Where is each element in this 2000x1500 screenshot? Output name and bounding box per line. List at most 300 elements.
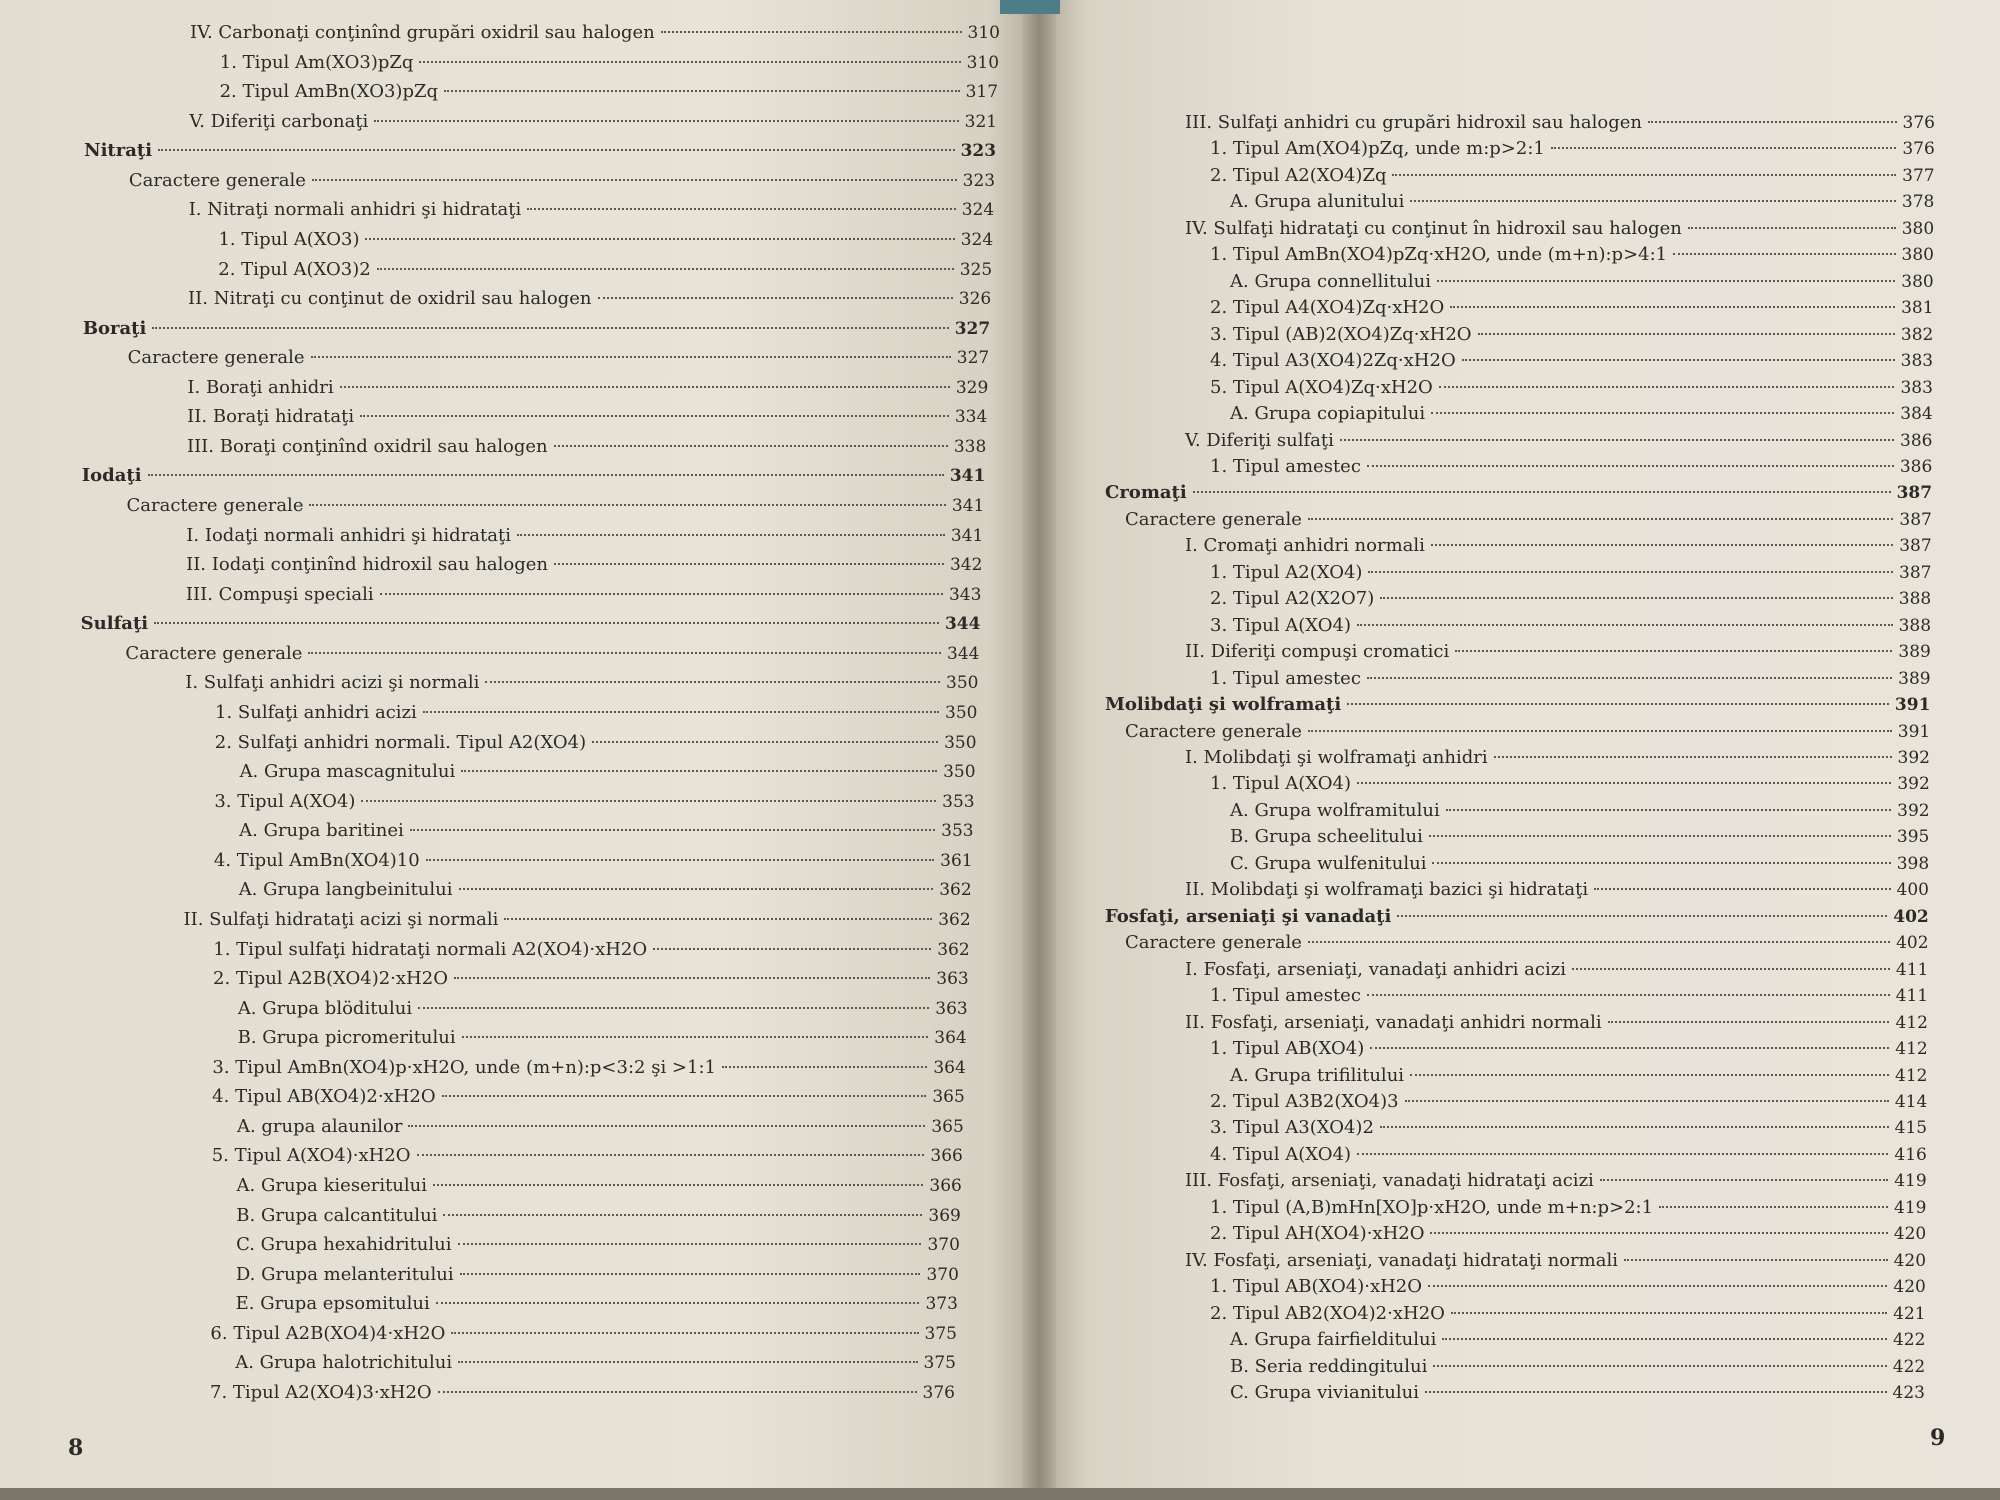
dot-leader: [311, 356, 951, 358]
toc-entry-label: 1. Tipul AB(XO4): [1210, 1038, 1365, 1060]
dot-leader: [365, 238, 954, 240]
dot-leader: [722, 1066, 927, 1068]
toc-entry-page: 422: [1892, 1330, 1926, 1351]
toc-entry: [187, 434, 986, 460]
dot-leader: [1608, 1021, 1890, 1023]
cover-edge: [1000, 0, 1060, 14]
toc-entry-label: III. Fosfaţi, arseniaţi, vanadaţi hidrataţi acizi: [1185, 1170, 1594, 1192]
toc-entry: [186, 582, 982, 608]
toc-entry-page: 420: [1893, 1224, 1927, 1245]
toc-entry-label: 2. Tipul A(XO3)2: [218, 258, 371, 280]
toc-entry: [1210, 560, 1931, 586]
toc-entry: [214, 848, 973, 874]
toc-entry: [1125, 930, 1929, 956]
toc-entry-page: 389: [1898, 642, 1931, 663]
toc-entry-page: 419: [1894, 1171, 1927, 1192]
toc-entry-label: A. Grupa fairfielditului: [1230, 1329, 1437, 1351]
toc-entry-page: 386: [1899, 456, 1933, 477]
toc-entry-page: 365: [932, 1087, 965, 1108]
toc-entry-label: I. Molibdaţi şi wolframaţi anhidri: [1185, 747, 1488, 768]
right-page: [1050, 0, 2000, 1490]
toc-entry: [213, 937, 969, 963]
toc-entry: [215, 730, 977, 756]
toc-entry-page: 370: [927, 1235, 960, 1256]
toc-entry-label: 1. Tipul amestec: [1210, 985, 1361, 1007]
toc-entry: [188, 286, 991, 312]
dot-leader: [1572, 968, 1890, 970]
toc-entry: [1210, 454, 1932, 480]
dot-leader: [1446, 809, 1891, 811]
toc-entry-page: 341: [950, 525, 984, 546]
toc-entry: [220, 79, 998, 105]
toc-entry-label: III. Sulfaţi anhidri cu grupări hidroxil sau halogen: [1185, 112, 1642, 133]
toc-entry-page: 344: [944, 614, 981, 635]
toc-entry: [1185, 1248, 1926, 1274]
toc-entry-page: 400: [1896, 880, 1929, 901]
toc-entry-page: 414: [1894, 1091, 1928, 1112]
dot-leader: [1410, 1074, 1889, 1076]
toc-entry-page: 376: [1902, 139, 1935, 160]
toc-entry-page: 362: [939, 880, 972, 901]
dot-leader: [1308, 518, 1893, 520]
dot-leader: [309, 504, 945, 506]
toc-entry-label: 2. Tipul A4(XO4)Zq·xH2O: [1210, 297, 1445, 319]
toc-entry-label: 1. Tipul AmBn(XO4)pZq·xH2O, unde (m+n):p>4:1: [1210, 244, 1668, 266]
toc-entry-page: 415: [1894, 1118, 1928, 1139]
toc-entry-page: 388: [1898, 589, 1932, 610]
toc-entry: [186, 523, 983, 549]
toc-entry-label: 3. Tipul (AB)2(XO4)Zq·xH2O: [1210, 323, 1472, 345]
dot-leader: [1431, 544, 1893, 546]
toc-entry-page: 365: [931, 1116, 964, 1137]
toc-entry-label: 2. Tipul A2(X2O7): [1210, 588, 1375, 610]
dot-leader: [661, 31, 962, 33]
toc-entry: [1185, 1168, 1927, 1194]
toc-entry-page: 324: [960, 229, 994, 250]
toc-entry-label: II. Molibdaţi şi wolframaţi bazici şi hidrataţi: [1185, 879, 1589, 901]
toc-entry-label: 1. Tipul Am(XO3)pZq: [219, 51, 414, 73]
toc-entry-label: A. Grupa trifilitului: [1230, 1064, 1405, 1086]
dot-leader: [340, 386, 950, 388]
dot-leader: [460, 1273, 921, 1275]
toc-entry-label: C. Grupa hexahidritului: [236, 1234, 452, 1256]
toc-entry: [189, 197, 994, 223]
toc-entry-label: 3. Tipul AmBn(XO4)p·xH2O, unde (m+n):p<3:2 şi >1:1: [212, 1056, 716, 1078]
toc-entry-page: 341: [951, 496, 985, 517]
toc-entry-label: III. Boraţi conţinînd oxidril sau halogen: [186, 435, 548, 457]
dot-leader: [1478, 333, 1895, 335]
toc-entry-page: 310: [966, 52, 1000, 73]
dot-leader: [438, 1391, 917, 1393]
toc-entry: [1125, 507, 1932, 533]
dot-leader: [148, 474, 944, 476]
toc-entry: [1210, 1274, 1926, 1300]
toc-entry-label: 3. Tipul A3(XO4)2: [1210, 1117, 1374, 1139]
toc-entry-label: II. Nitraţi cu conţinut de oxidril sau halogen: [188, 288, 592, 310]
toc-entry: [1230, 798, 1930, 824]
toc-entry-page: 378: [1901, 192, 1935, 213]
toc-entry-label: 1. Tipul Am(XO4)pZq, unde m:p>2:1: [1210, 138, 1545, 160]
toc-entry: [1210, 348, 1933, 374]
dot-leader: [592, 741, 938, 743]
dot-leader: [152, 327, 948, 329]
toc-entry: [1210, 163, 1935, 189]
dot-leader: [458, 1361, 917, 1363]
toc-entry-label: Nitraţi: [84, 140, 153, 162]
toc-entry-page: 376: [1902, 113, 1935, 133]
toc-entry: [187, 375, 988, 401]
toc-entry: [212, 1143, 963, 1169]
toc-entry: [218, 227, 993, 253]
toc-entry-page: 353: [942, 791, 975, 812]
toc-entry-label: Caractere generale: [127, 347, 305, 369]
toc-entry-page: 411: [1895, 959, 1929, 980]
toc-entry-page: 338: [953, 436, 987, 457]
toc-entry-label: 2. Tipul A2(XO4)Zq: [1210, 164, 1387, 186]
toc-entry-label: B. Grupa scheelitului: [1230, 826, 1423, 848]
toc-entry: [1210, 666, 1931, 692]
dot-leader: [1437, 280, 1895, 282]
dot-leader: [1450, 306, 1895, 308]
dot-leader: [154, 622, 939, 624]
toc-entry-page: 323: [962, 170, 996, 191]
dot-leader: [417, 1154, 925, 1156]
toc-entry-page: 384: [1900, 404, 1933, 425]
toc-entry: [81, 611, 981, 637]
dot-leader: [554, 445, 948, 447]
toc-entry-label: IV. Fosfaţi, arseniaţi, vanadaţi hidrataţi normali: [1185, 1249, 1618, 1271]
toc-entry: [183, 907, 970, 933]
toc-entry-label: Boraţi: [82, 317, 147, 339]
toc-entry-page: 370: [926, 1264, 959, 1285]
toc-entry: [1185, 216, 1934, 242]
toc-entry-page: 380: [1901, 271, 1934, 292]
dot-leader: [308, 652, 941, 654]
dot-leader: [443, 1214, 922, 1216]
toc-entry-page: 362: [938, 909, 971, 930]
toc-entry: [187, 404, 987, 430]
dot-leader: [1368, 571, 1893, 573]
dot-leader: [1308, 941, 1890, 943]
toc-entry: [1125, 719, 1930, 745]
toc-entry-label: 4. Tipul A3(XO4)2Zq·xH2O: [1210, 350, 1456, 372]
toc-entry: [213, 966, 969, 992]
dot-leader: [1594, 888, 1890, 890]
toc-entry-page: 376: [922, 1383, 955, 1403]
toc-entry-label: C. Grupa vivianitului: [1230, 1382, 1419, 1403]
toc-entry-page: 392: [1897, 800, 1930, 821]
toc-entry: [82, 463, 986, 489]
toc-entry-page: 363: [936, 969, 969, 990]
toc-entry-label: 3. Tipul A(XO4): [1210, 614, 1352, 636]
dot-leader: [1347, 703, 1889, 705]
dot-leader: [1455, 650, 1892, 652]
dot-leader: [158, 149, 955, 151]
toc-entry-page: 344: [947, 643, 980, 664]
toc-entry: [212, 1084, 965, 1110]
toc-entry-page: 402: [1896, 933, 1929, 954]
dot-leader: [1405, 1100, 1889, 1102]
toc-entry-page: 412: [1895, 1012, 1928, 1033]
toc-entry: [1210, 1142, 1927, 1168]
dot-leader: [1624, 1259, 1888, 1261]
toc-entry: [1105, 480, 1932, 506]
toc-entry: [1210, 1301, 1926, 1327]
toc-entry: [1210, 1115, 1927, 1141]
dot-leader: [1551, 147, 1896, 149]
toc-entry-page: 380: [1901, 218, 1935, 239]
toc-entry: [1210, 242, 1934, 268]
toc-entry-page: 420: [1893, 1250, 1927, 1271]
toc-entry: [1210, 983, 1928, 1009]
toc-entry-label: D. Grupa melanteritului: [235, 1263, 454, 1285]
toc-entry-label: 5. Tipul A(XO4)Zq·xH2O: [1210, 376, 1433, 398]
toc-entry-page: 422: [1892, 1356, 1926, 1377]
toc-entry: [1210, 771, 1930, 797]
toc-entry-page: 389: [1898, 668, 1931, 689]
toc-entry-label: Sulfaţi: [80, 613, 149, 635]
dot-leader: [1193, 491, 1891, 493]
toc-entry-label: Caractere generale: [125, 642, 303, 664]
toc-entry-page: 387: [1899, 509, 1932, 530]
toc-entry-label: A. grupa alaunilor: [236, 1115, 403, 1137]
toc-entry-label: I. Nitraţi normali anhidri şi hidrataţi: [188, 199, 522, 221]
toc-entry-page: 366: [930, 1146, 963, 1167]
toc-entry-label: 1. Tipul amestec: [1210, 455, 1361, 477]
toc-entry-label: B. Grupa picromeritului: [237, 1027, 456, 1049]
dot-leader: [1688, 227, 1896, 229]
toc-entry: [185, 670, 978, 696]
toc-entry-label: 1. Tipul A(XO3): [218, 228, 360, 250]
toc-entry: [215, 700, 978, 726]
toc-entry-label: II. Sulfaţi hidrataţi acizi şi normali: [183, 908, 499, 930]
dot-leader: [1600, 1179, 1888, 1181]
toc-entry-page: 423: [1892, 1383, 1925, 1403]
toc-entry-page: 420: [1893, 1277, 1926, 1298]
toc-entry-label: Caractere generale: [1125, 932, 1302, 954]
toc-entry-page: 391: [1894, 695, 1931, 716]
toc-entry-label: 2. Sulfaţi anhidri normali. Tipul A2(XO4): [214, 731, 587, 753]
dot-leader: [1431, 412, 1894, 414]
toc-entry-label: A. Grupa connellitului: [1230, 270, 1431, 292]
dot-leader: [426, 859, 934, 861]
toc-entry-page: 350: [944, 732, 977, 753]
toc-entry: [239, 877, 972, 903]
toc-entry-label: I. Sulfaţi anhidri acizi şi normali: [185, 672, 480, 694]
dot-leader: [1451, 1312, 1887, 1314]
toc-entry-page: 375: [924, 1323, 957, 1344]
toc-entry: [128, 345, 990, 371]
dot-leader: [527, 208, 955, 210]
dot-leader: [361, 800, 936, 802]
dot-leader: [1392, 174, 1896, 176]
toc-entry: [1210, 136, 1935, 162]
dot-leader: [442, 1095, 927, 1097]
toc-entry: [1185, 877, 1929, 903]
toc-entry-label: 1. Tipul A(XO4): [1210, 773, 1352, 795]
toc-entry-page: 341: [949, 466, 986, 487]
toc-entry: [214, 789, 974, 815]
toc-entry-label: A. Grupa wolframitului: [1230, 799, 1440, 821]
book-gutter: [1022, 0, 1056, 1500]
toc-entry-label: V. Diferiţi carbonaţi: [189, 110, 369, 132]
toc-entry-page: 387: [1899, 536, 1932, 557]
dot-leader: [1380, 597, 1893, 599]
toc-entry-label: 2. Tipul AmBn(XO3)pZq: [219, 81, 439, 103]
toc-entry-page: 350: [943, 762, 976, 783]
dot-leader: [360, 415, 949, 417]
toc-entry-page: 387: [1896, 483, 1933, 504]
toc-entry: [1210, 322, 1933, 348]
toc-entry-page: 350: [945, 703, 978, 723]
toc-entry-label: A. Grupa blöditului: [237, 997, 413, 1019]
dot-leader: [1357, 782, 1891, 784]
dot-leader: [517, 534, 945, 536]
toc-entry: [238, 1025, 967, 1051]
toc-entry: [129, 168, 995, 194]
toc-entry-label: II. Fosfaţi, arseniaţi, vanadaţi anhidri normali: [1185, 1011, 1602, 1033]
toc-entry-label: II. Iodaţi conţinînd hidroxil sau halogen: [186, 554, 549, 576]
toc-entry-page: 392: [1897, 748, 1930, 768]
toc-entry: [1230, 401, 1933, 427]
toc-entry: [236, 1262, 959, 1288]
toc-entry-label: E. Grupa epsomitului: [235, 1293, 430, 1315]
toc-entry-label: II. Boraţi hidrataţi: [187, 406, 355, 428]
toc-entry-page: 317: [965, 82, 999, 103]
dot-leader: [1432, 862, 1890, 864]
toc-entry-label: Fosfaţi, arseniaţi şi vanadaţi: [1105, 905, 1392, 927]
dot-leader: [1462, 359, 1895, 361]
toc-entry-page: 343: [948, 584, 982, 605]
toc-entry: [1210, 613, 1931, 639]
toc-entry: [1185, 533, 1932, 559]
toc-entry-page: 380: [1901, 245, 1934, 266]
dot-leader: [1380, 1126, 1889, 1128]
toc-entry-label: III. Compuşi speciali: [185, 583, 374, 605]
toc-entry-page: 361: [940, 850, 973, 871]
toc-entry: [235, 1350, 956, 1376]
toc-entry-label: 7. Tipul A2(XO4)3·xH2O: [210, 1382, 432, 1403]
toc-entry: [1210, 586, 1931, 612]
toc-entry-label: Cromaţi: [1105, 482, 1187, 504]
toc-entry: [239, 818, 973, 844]
toc-entry: [1185, 957, 1928, 983]
toc-entry-page: 383: [1900, 351, 1934, 372]
dot-leader: [1367, 677, 1892, 679]
toc-entry: [84, 138, 996, 164]
dot-leader: [423, 711, 939, 713]
toc-entry: [1210, 1221, 1926, 1247]
toc-entry: [127, 493, 985, 519]
toc-entry-label: 1. Tipul (A,B)mHn[XO]p·xH2O, unde m+n:p>2:1: [1210, 1196, 1654, 1218]
toc-entry-page: 412: [1895, 1039, 1928, 1060]
toc-entry-page: 392: [1897, 774, 1930, 795]
toc-entry-label: Caractere generale: [1125, 508, 1302, 530]
toc-entry-page: 334: [954, 407, 988, 428]
dot-leader: [1673, 253, 1895, 255]
toc-entry-page: 326: [958, 289, 992, 310]
toc-entry-label: 5. Tipul A(XO4)·xH2O: [211, 1145, 411, 1167]
toc-entry: [1185, 110, 1935, 136]
dot-leader: [462, 1036, 929, 1038]
dot-leader: [1410, 200, 1896, 202]
dot-leader: [1442, 1338, 1887, 1340]
toc-entry-label: II. Diferiţi compuşi cromatici: [1185, 641, 1450, 663]
toc-entry: [1230, 1327, 1925, 1353]
toc-entry-label: B. Grupa calcantitului: [236, 1204, 438, 1226]
toc-entry: [186, 552, 982, 578]
dot-leader: [1439, 386, 1895, 388]
toc-entry: [236, 1203, 961, 1229]
toc-entry: [1185, 1010, 1928, 1036]
dot-leader: [433, 1184, 923, 1186]
toc-entry-label: Caractere generale: [126, 495, 304, 517]
dot-leader: [504, 918, 932, 920]
toc-entry-page: 416: [1894, 1144, 1927, 1165]
dot-leader: [380, 593, 943, 595]
toc-entry-label: 2. Tipul AH(XO4)·xH2O: [1210, 1223, 1425, 1245]
dot-leader: [1308, 730, 1892, 732]
toc-entry: [189, 109, 997, 135]
toc-entry-page: 363: [935, 998, 968, 1019]
toc-entry: [1230, 824, 1929, 850]
dot-leader: [1357, 1153, 1888, 1155]
toc-entry-page: 419: [1894, 1197, 1927, 1218]
dot-leader: [374, 120, 958, 122]
toc-entry: [1210, 1036, 1928, 1062]
dot-leader: [436, 1302, 920, 1304]
dot-leader: [1428, 1285, 1887, 1287]
toc-entry-label: 4. Tipul A(XO4): [1210, 1143, 1352, 1165]
toc-entry-label: 1. Sulfaţi anhidri acizi: [215, 702, 417, 723]
toc-entry: [212, 1055, 965, 1081]
dot-leader: [418, 1007, 929, 1009]
dot-leader: [454, 977, 930, 979]
toc-entry: [220, 50, 999, 76]
toc-entry-page: 395: [1896, 827, 1930, 848]
toc-entry-page: 421: [1893, 1303, 1926, 1324]
dot-leader: [459, 888, 934, 890]
toc-entry-page: 373: [925, 1294, 958, 1315]
toc-entry-page: 398: [1896, 853, 1930, 874]
toc-entry-label: Molibdaţi şi wolframaţi: [1105, 694, 1342, 716]
toc-entry-label: 1. Tipul sulfaţi hidrataţi normali A2(XO4)·xH2O: [213, 938, 648, 960]
toc-entry: [238, 996, 968, 1022]
toc-entry-page: 323: [960, 141, 997, 162]
dot-leader: [408, 1125, 925, 1127]
toc-entry-label: A. Grupa langbeinitului: [238, 879, 453, 901]
dot-leader: [1430, 1232, 1887, 1234]
toc-entry-page: 366: [929, 1176, 962, 1197]
toc-entry-page: 381: [1901, 298, 1934, 319]
toc-entry-label: I. Cromaţi anhidri normali: [1185, 535, 1425, 557]
toc-entry-page: 377: [1902, 165, 1935, 186]
toc-entry-label: C. Grupa wulfenitului: [1230, 852, 1427, 874]
dot-leader: [444, 90, 960, 92]
toc-entry-label: 4. Tipul AB(XO4)2·xH2O: [212, 1086, 436, 1108]
toc-entry-label: A. Grupa mascagnitului: [239, 761, 456, 783]
toc-entry-label: 3. Tipul A(XO4): [214, 790, 356, 812]
dot-leader: [1429, 835, 1891, 837]
dot-leader: [1648, 121, 1897, 123]
toc-entry: [1230, 851, 1929, 877]
dot-leader: [598, 297, 953, 299]
toc-entry-page: 411: [1895, 986, 1929, 1007]
toc-entry-label: Iodaţi: [81, 465, 142, 487]
toc-entry: [1105, 904, 1929, 930]
toc-entry: [237, 1114, 964, 1140]
toc-entry-label: Caractere generale: [1125, 720, 1302, 742]
